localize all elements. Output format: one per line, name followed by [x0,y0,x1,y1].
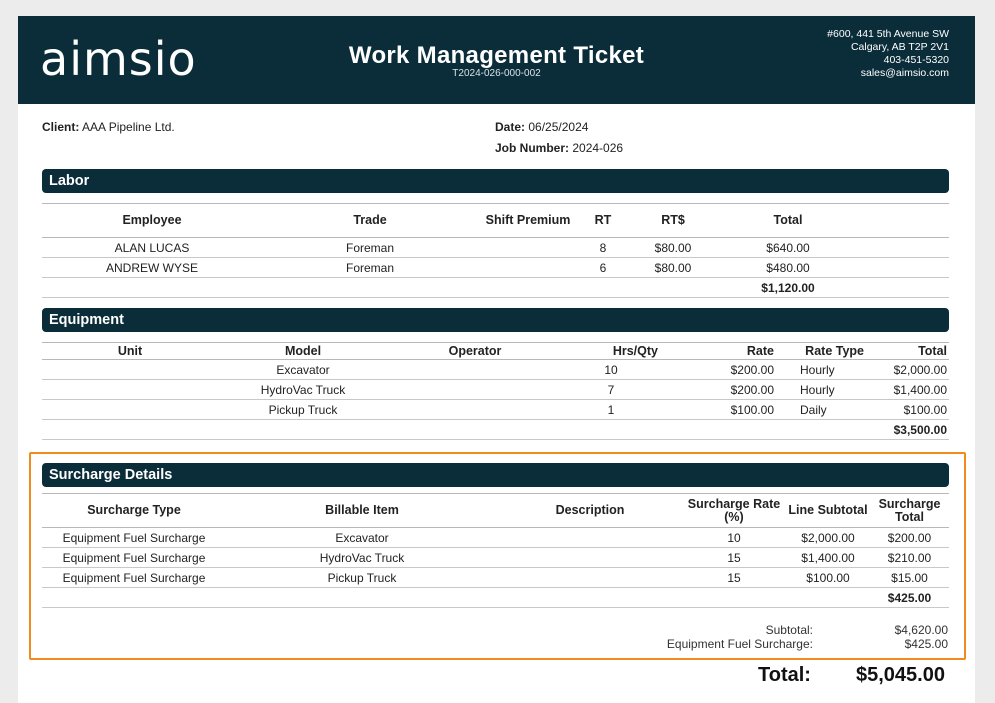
equipment-rate-type: Hourly [776,360,866,380]
date-label: Date: [495,120,526,134]
date-info [495,120,588,134]
labor-section-title: Labor [42,169,949,193]
table-row [42,400,949,420]
equipment-col-operator: Operator [388,343,562,360]
labor-subtotal-row [42,278,949,298]
labor-shift [478,258,578,278]
surcharge-item: Excavator [226,528,498,548]
table-row [42,238,949,258]
grand-total-label: Total: [758,664,811,686]
ticket-number: T2024-026-000-002 [452,68,541,79]
table-row [42,258,949,278]
surcharge-col-type: Surcharge Type [42,494,226,528]
equipment-operator [388,380,562,400]
equipment-total: $2,000.00 [866,360,949,380]
equipment-rate: $200.00 [660,380,776,400]
equipment-model: Pickup Truck [218,400,388,420]
surcharge-line-subtotal: $1,400.00 [786,548,870,568]
equipment-unit [42,380,218,400]
company-email[interactable]: sales@aimsio.com [860,67,949,79]
labor-employee: ALAN LUCAS [42,238,262,258]
equipment-col-unit: Unit [42,343,218,360]
labor-spacer [858,238,949,258]
surcharge-highlight-box [29,452,966,660]
surcharge-line-subtotal: $2,000.00 [786,528,870,548]
company-phone: 403-451-5320 [883,54,949,66]
equipment-qty: 7 [562,380,660,400]
surcharge-line-subtotal: $100.00 [786,568,870,588]
surcharge-type: Equipment Fuel Surcharge [42,528,226,548]
labor-shift [478,238,578,258]
summary-subtotal-label: Subtotal: [765,623,813,637]
labor-total: $480.00 [718,258,858,278]
table-row [42,360,949,380]
labor-trade: Foreman [262,238,478,258]
labor-table [42,203,949,298]
equipment-col-rate: Rate [660,343,776,360]
equipment-subtotal: $3,500.00 [866,420,949,440]
summary-fuel-value: $425.00 [904,637,948,651]
surcharge-type: Equipment Fuel Surcharge [42,568,226,588]
labor-rate: $80.00 [628,238,718,258]
equipment-operator [388,400,562,420]
equipment-operator [388,360,562,380]
equipment-rate: $200.00 [660,360,776,380]
equipment-qty: 1 [562,400,660,420]
labor-total: $640.00 [718,238,858,258]
labor-col-trade: Trade [262,204,478,238]
company-address [827,28,949,80]
surcharge-rate: 15 [682,568,786,588]
labor-rt: 6 [578,258,628,278]
surcharge-item: Pickup Truck [226,568,498,588]
surcharge-col-item: Billable Item [226,494,498,528]
equipment-unit [42,400,218,420]
equipment-section-title: Equipment [42,308,949,332]
equipment-header-row [42,343,949,360]
equipment-qty: 10 [562,360,660,380]
surcharge-total: $200.00 [870,528,949,548]
date-value: 06/25/2024 [528,120,589,134]
job-label: Job Number: [495,141,570,155]
labor-col-spacer [858,204,949,238]
summary-subtotal-value: $4,620.00 [894,623,948,637]
table-row [42,380,949,400]
surcharge-total: $15.00 [870,568,949,588]
grand-total-value: $5,045.00 [856,664,945,686]
equipment-model: HydroVac Truck [218,380,388,400]
summary-fuel-label: Equipment Fuel Surcharge: [666,637,813,651]
labor-col-rt: RT [578,204,628,238]
surcharge-subtotal: $425.00 [870,588,949,608]
client-value: AAA Pipeline Ltd. [82,120,175,134]
equipment-col-total: Total [866,343,949,360]
surcharge-section-title: Surcharge Details [42,463,949,487]
surcharge-col-line-subtotal: Line Subtotal [786,494,870,528]
surcharge-type: Equipment Fuel Surcharge [42,548,226,568]
labor-rt: 8 [578,238,628,258]
company-logo: aimsio [40,32,197,86]
ticket-title: Work Management Ticket [348,42,645,69]
equipment-unit [42,360,218,380]
job-value: 2024-026 [572,141,624,155]
ticket-header [18,16,975,104]
equipment-model: Excavator [218,360,388,380]
equipment-rate-type: Hourly [776,380,866,400]
equipment-subtotal-row [42,420,949,440]
labor-rate: $80.00 [628,258,718,278]
surcharge-col-description: Description [498,494,682,528]
equipment-rate: $100.00 [660,400,776,420]
labor-subtotal: $1,120.00 [718,278,858,298]
surcharge-total: $210.00 [870,548,949,568]
labor-trade: Foreman [262,258,478,278]
equipment-total: $1,400.00 [866,380,949,400]
equipment-col-model: Model [218,343,388,360]
equipment-col-qty: Hrs/Qty [562,343,660,360]
equipment-table [42,342,949,440]
surcharge-col-total: Surcharge Total [870,494,949,528]
labor-header-row [42,204,949,238]
surcharge-rate: 10 [682,528,786,548]
labor-col-rt-dollar: RT$ [628,204,718,238]
surcharge-rate: 15 [682,548,786,568]
client-label: Client: [42,120,80,134]
client-info [42,120,175,134]
job-info [495,141,623,155]
labor-col-total: Total [718,204,858,238]
equipment-total: $100.00 [866,400,949,420]
labor-spacer [858,258,949,278]
equipment-rate-type: Daily [776,400,866,420]
labor-employee: ANDREW WYSE [42,258,262,278]
labor-col-employee: Employee [42,204,262,238]
address-line-2: Calgary, AB T2P 2V1 [850,41,949,53]
labor-col-shift-premium: Shift Premium [478,204,578,238]
equipment-col-rate-type: Rate Type [776,343,866,360]
surcharge-col-rate: Surcharge Rate (%) [682,494,786,528]
surcharge-item: HydroVac Truck [226,548,498,568]
address-line-1: #600, 441 5th Avenue SW [827,28,949,40]
